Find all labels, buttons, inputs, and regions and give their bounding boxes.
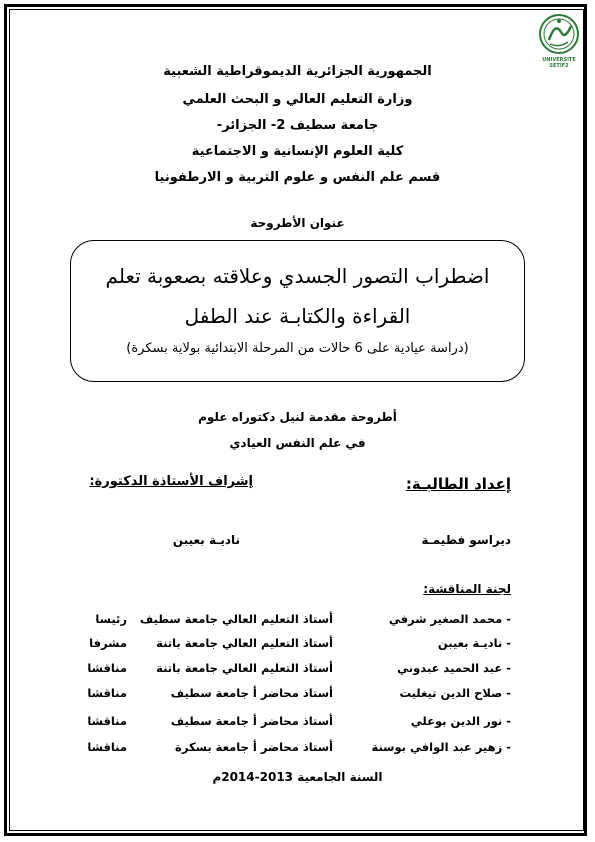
member-role: مناقشا (87, 740, 127, 754)
member-name: - نور الدين بوعلي (410, 714, 511, 728)
member-name: - صلاح الدين تيغليت (399, 686, 511, 700)
student-name: ديراسو فطيمـة (421, 533, 511, 547)
department-name: قسم علم النفس و علوم التربية و الارطفونيا (154, 170, 441, 185)
member-role: مشرفا (89, 636, 127, 650)
committee-row (0, 686, 595, 704)
supervisor-name: ناديـة بعيبن (172, 533, 240, 547)
degree-line1: أطروحة مقدمة لنيل دكتوراه علوم (198, 410, 397, 424)
university-logo-icon (535, 12, 583, 62)
ministry-name: وزارة التعليم العالي و البحث العلمي (182, 92, 413, 107)
republic-name: الجمهورية الجزائرية الديموقراطية الشعبية (163, 64, 432, 79)
member-position: أستاذ محاضر أ جامعة سطيف (170, 714, 333, 728)
committee-row (0, 612, 595, 630)
thesis-title-line2: القراءة والكتابـة عند الطفل (184, 304, 411, 328)
prepared-by-label: إعداد الطالبـة: (405, 475, 511, 493)
thesis-subtitle: (دراسة عيادية على 6 حالات من المرحلة الابتدائية بولاية بسكرة) (126, 341, 469, 356)
member-position: أستاذ التعليم العالي جامعة باتنة (156, 636, 333, 650)
committee-row (0, 661, 595, 679)
member-role: مناقشا (87, 661, 127, 675)
committee-label: لجنة المناقشة: (423, 582, 511, 596)
committee-row (0, 636, 595, 654)
member-position: أستاذ التعليم العالي جامعة باتنة (156, 661, 333, 675)
academic-year: السنة الجامعية 2013-2014م (212, 770, 383, 784)
committee-row (0, 740, 595, 758)
member-position: أستاذ محاضر أ جامعة سطيف (170, 686, 333, 700)
logo-caption: UNIVERSITE SETIF2 (542, 57, 576, 69)
member-position: أستاذ محاضر أ جامعة بسكرة (175, 740, 333, 754)
member-role: مناقشا (87, 714, 127, 728)
faculty-name: كلية العلوم الإنسانية و الاجتماعية (191, 144, 404, 159)
member-name: - ناديـة بعيبن (437, 636, 511, 650)
thesis-title-line1: اضطراب التصور الجسدي وعلاقته بصعوبة تعلم (105, 264, 490, 288)
member-role: مناقشا (87, 686, 127, 700)
member-name: - محمد الصغير شرفي (388, 612, 511, 626)
university-name: جامعة سطيف 2- الجزائر- (216, 118, 379, 133)
member-name: - عبد الحميد عبدوني (397, 661, 511, 675)
supervisor-label: إشراف الأستاذة الدكتورة: (89, 474, 253, 489)
member-position: أستاذ التعليم العالي جامعة سطيف (139, 612, 333, 626)
committee-row (0, 714, 595, 732)
member-name: - زهير عبد الوافي بوسنة (371, 740, 511, 754)
thesis-label: عنوان الأطروحة (250, 216, 345, 230)
member-role: رئيسا (95, 612, 127, 626)
degree-line2: في علم النفس العيادي (229, 436, 366, 450)
